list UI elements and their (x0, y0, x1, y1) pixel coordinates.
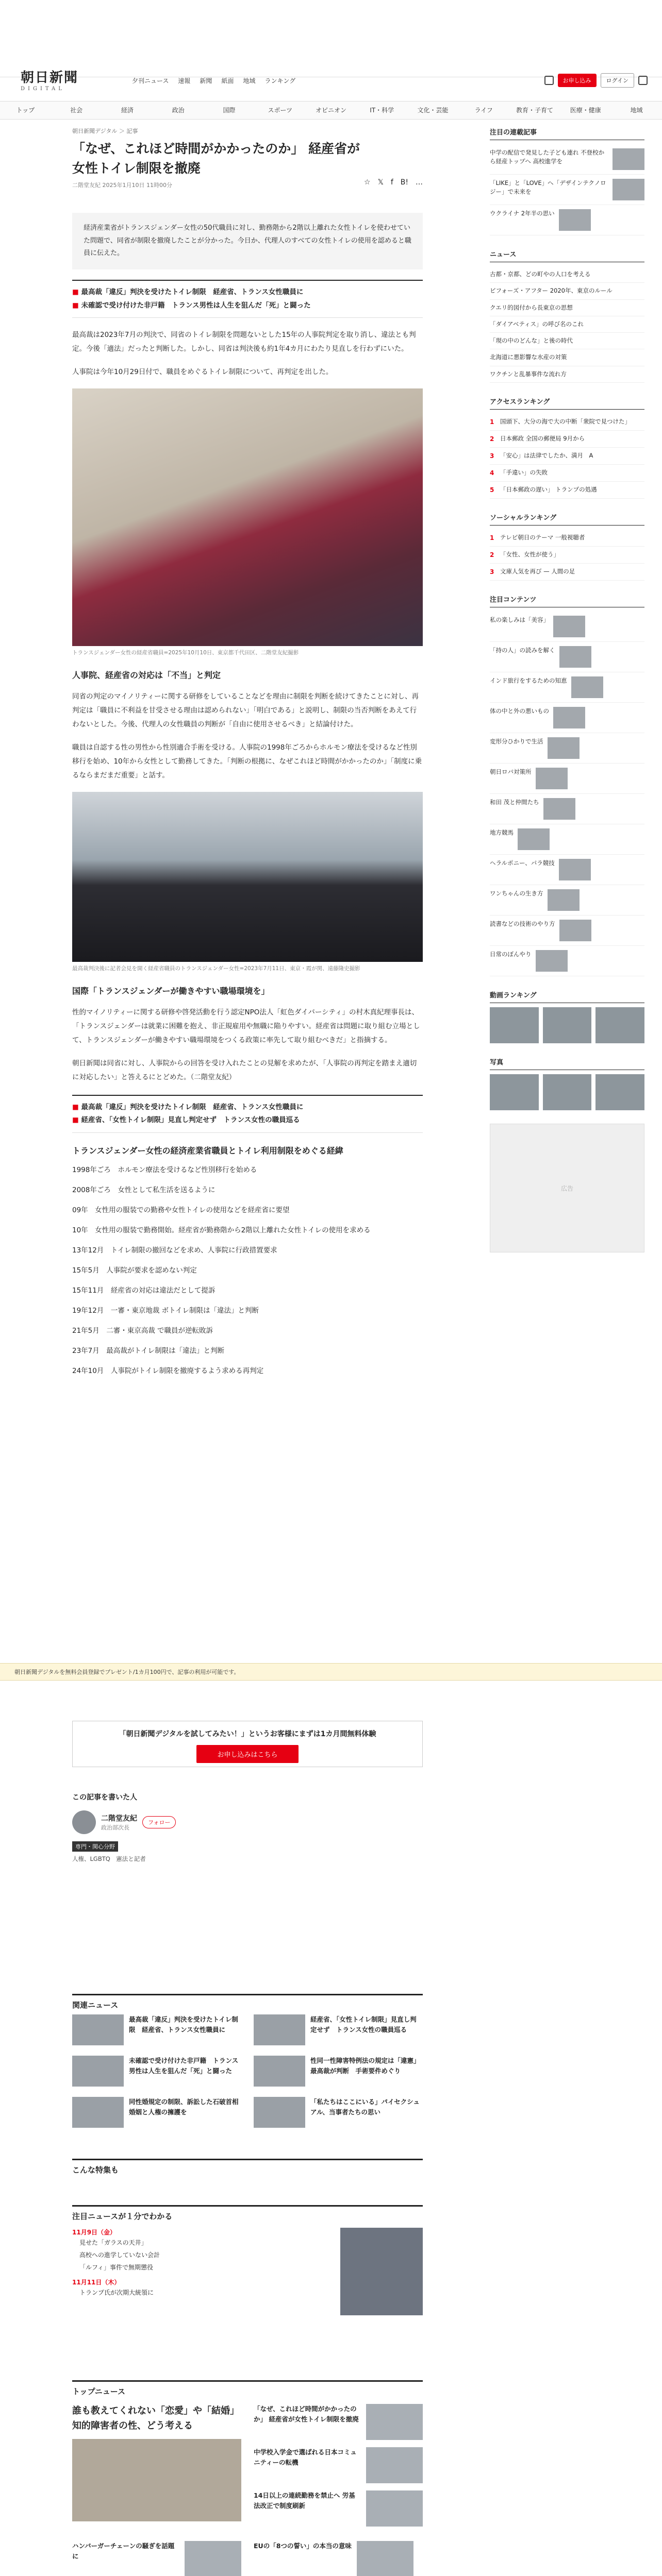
category-tab[interactable]: スポーツ (268, 107, 292, 114)
nav-item[interactable]: 地域 (243, 77, 256, 84)
ad-slot[interactable]: 広告 (490, 1124, 644, 1252)
special-text: 変形分ひかりで生活 (490, 737, 543, 745)
attention-item[interactable]: 見せた「ガラスの天井」 (79, 2239, 147, 2246)
special-item[interactable] (490, 855, 644, 885)
photo-grid (490, 1074, 644, 1110)
related-link[interactable]: ■ 経産省、「女性トイレ制限」見直し判定せず トランス女性の職員巡る (72, 1114, 423, 1127)
logo-main: 朝日新聞 (21, 70, 79, 86)
category-tab[interactable]: 地域 (630, 107, 643, 114)
thumbnail (559, 646, 591, 668)
special-text: 朝日ロバ対策所 (490, 768, 532, 775)
writer-row (72, 1810, 423, 1834)
nav-item[interactable]: ランキング (264, 77, 296, 84)
thumbnail (72, 2014, 124, 2045)
video-ranking-grid (490, 1007, 644, 1043)
breadcrumb[interactable]: 朝日新聞デジタル ＞ 記事 (72, 128, 138, 134)
top-news-item[interactable] (254, 2541, 423, 2576)
thumbnail (559, 920, 591, 941)
recommend-header (72, 2159, 423, 2175)
top-news-item[interactable] (72, 2541, 241, 2576)
category-tab[interactable]: 経済 (121, 107, 134, 114)
photo-thumb[interactable] (543, 1074, 592, 1110)
subscribe-button[interactable]: お申し込み (558, 74, 597, 87)
photo-thumb[interactable] (595, 1074, 644, 1110)
social-item[interactable] (490, 564, 644, 581)
menu-icon[interactable] (638, 76, 648, 85)
rank-number: 3 (490, 452, 494, 460)
special-item[interactable] (490, 946, 644, 976)
related-links-top (72, 280, 423, 318)
paywall-bar[interactable]: 朝日新聞デジタルを無料会員登録でプレゼント/1カ月100円で、記事の利用が可能です。 (0, 1663, 662, 1681)
attention-title: 注目ニュースが１分でわかる (72, 2205, 423, 2222)
thumbnail (613, 179, 644, 200)
share-bar (364, 178, 423, 187)
login-button[interactable]: ログイン (601, 73, 634, 88)
attention-item[interactable]: トランプ氏が次期大統領に (79, 2289, 154, 2296)
news-text: 「ダイアベティス」の呼び名のこれ (490, 320, 584, 328)
top-news-item[interactable] (254, 2490, 423, 2527)
thumbnail (254, 2056, 305, 2087)
social-text: 文庫人気を再び — 人間の足 (500, 567, 575, 575)
category-tab[interactable]: 政治 (172, 107, 185, 114)
sidebar-heading-text: 注目コンテンツ (490, 596, 537, 604)
sidebar-photos (490, 1057, 644, 1110)
sidebar-heading (490, 1057, 644, 1070)
special-text: ワンちゃんの生き方 (490, 889, 543, 897)
special-item[interactable] (490, 885, 644, 916)
article-lead: 経済産業省がトランスジェンダー女性の50代職員に対し、勤務階から2階以上離れた女性トイレを使わせていた問題で、同省が制限を撤廃したことが分かった。今日か、代理人のすべての女性トイレの使用を認めると職員に伝えた。 (72, 213, 423, 269)
nav-item[interactable]: 紙面 (221, 77, 234, 84)
thumbnail (185, 2541, 241, 2576)
sidebar-heading-text: アクセスランキング (490, 398, 550, 406)
related-link[interactable]: ■ 最高裁「違反」判決を受けたトイレ制限 経産省、トランス女性職員に (72, 1101, 423, 1114)
thumbnail (254, 2014, 305, 2045)
special-text: インド旅行をするための知恵 (490, 676, 567, 684)
chronology-row: 09年 女性用の服装での勤務や女性トイレの使用などを経産省に要望 (72, 1206, 290, 1215)
sidebar-special (490, 594, 644, 976)
category-tab[interactable]: ライフ (474, 107, 493, 114)
thumbnail (559, 209, 591, 231)
bookmark-icon[interactable]: ☆ (364, 178, 371, 187)
thumbnail (72, 2056, 124, 2087)
sidebar-news-item[interactable] (490, 266, 644, 283)
video-thumb[interactable] (490, 1007, 539, 1043)
rank-number: 3 (490, 568, 494, 575)
attention-date: 11月11日（木） (72, 2279, 121, 2286)
photo-thumb[interactable] (490, 1074, 539, 1110)
related-news-text: 同性婚規定の制限、訴訟した石破首相 婚姻と人権の擁護を (129, 2098, 239, 2116)
top-news-lead[interactable]: 誰も教えてくれない「恋愛」や「結婚」 知的障害者の性、どう考える (72, 2405, 239, 2431)
special-text: 体の中と外の悪いもの (490, 707, 549, 715)
sidebar-heading-text: 注目の連載記事 (490, 129, 537, 137)
sidebar-ranking (490, 396, 644, 499)
related-link[interactable]: ■ 最高裁「違反」判決を受けたトイレ制限 経産省、トランス女性職員に (72, 286, 423, 299)
paragraph: 人事院は今年10月29日付で、職員をめぐるトイレ制限について、再判定を出した。 (72, 368, 333, 377)
top-news (72, 2380, 423, 2576)
special-item[interactable] (490, 642, 644, 672)
related-news-item[interactable] (254, 2056, 423, 2087)
thumbnail (571, 676, 603, 698)
social-text: 「女性、女性が使う」 (500, 550, 559, 558)
top-news-grid (72, 2541, 423, 2576)
special-item[interactable] (490, 733, 644, 764)
ranking-text: 「手違い」の失敗 (500, 468, 548, 476)
sidebar-heading (490, 396, 644, 410)
site-logo[interactable] (21, 67, 82, 92)
photo-caption: 最高裁判決後に記者会見を開く経産省職員のトランスジェンダー女性=2023年7月11日、東京・霞が関、遠藤隆史撮影 (72, 965, 360, 972)
paragraph: 朝日新聞は同省に対し、人事院からの回答を受け入れたことの見解を求めたが、「人事院の再判定を踏まえ適切に対応したい」と答えるにとどめた。（二階堂友紀） (72, 1059, 417, 1081)
related-news-item[interactable] (254, 2014, 423, 2045)
thumbnail (72, 2097, 124, 2128)
header-user (544, 73, 648, 88)
category-tab[interactable]: 教育・子育て (516, 107, 554, 114)
chronology-row: 10年 女性用の服装で勤務開始。経産省が勤務階から2階以上離れた女性トイレの使用を求める (72, 1226, 371, 1235)
chronology-row: 13年12月 トイレ制限の撤回などを求め、人事院に行政措置要求 (72, 1246, 277, 1255)
video-thumb[interactable] (543, 1007, 592, 1043)
section-heading: 国際「トランスジェンダーが働きやすい職場環境を」 (72, 986, 270, 996)
related-news-text: 性同一性障害特例法の規定は「違憲」最高裁が判断 手術要件めぐり (310, 2057, 420, 2075)
thumbnail (553, 707, 585, 728)
sidebar-attention (490, 127, 644, 235)
ranking-text: 国頭下、大分の海で大の中断「衆院で見つけた」 (500, 417, 631, 425)
special-text: 読書などの技術のやり方 (490, 920, 555, 927)
more-icon[interactable]: … (416, 178, 423, 187)
subscribe-promo (72, 1721, 423, 1767)
top-news-item[interactable] (254, 2447, 423, 2483)
rank-number: 5 (490, 486, 494, 494)
nav-item[interactable]: 新聞 (200, 77, 212, 84)
special-item[interactable] (490, 764, 644, 794)
writer-name[interactable]: 二階堂友紀 (101, 1815, 137, 1823)
sidebar-heading (490, 127, 644, 140)
sidebar-item-text: ウクライナ 2年半の思い (490, 210, 555, 217)
chronology-row: 15年5月 人事院が要求を認めない判定 (72, 1266, 197, 1275)
sidebar-item-text: 「LIKE」と「LOVE」へ「デザインテクノロジー」で未来を (490, 179, 606, 196)
ranking-item[interactable] (490, 414, 644, 431)
news-text: 古都・京都、どの町やの人口を考える (490, 270, 591, 278)
sidebar-heading (490, 990, 644, 1003)
category-tab[interactable]: 医療・健康 (570, 107, 601, 114)
article-body (72, 690, 423, 783)
sidebar-heading-text: 動画ランキング (490, 991, 537, 999)
nav-item[interactable]: 速報 (178, 77, 191, 84)
attention-item[interactable]: 高校への進学していない会計 (79, 2251, 160, 2259)
special-item[interactable] (490, 703, 644, 733)
avatar[interactable] (72, 1810, 96, 1834)
top-news-text: ハンバーガーチェーンの騒ぎを話題に (72, 2542, 175, 2560)
related-news-item[interactable] (72, 2014, 241, 2045)
sidebar-video-ranking (490, 990, 644, 1043)
sidebar-heading-text: ソーシャルランキング (490, 514, 557, 522)
twitter-icon[interactable]: 𝕏 (377, 178, 384, 187)
related-news-text: 未確認で受け付けた非戸籍 トランス男性は人生を狙んだ「死」と闘った (129, 2057, 239, 2075)
news-text: 北海道に悪影響な水産の対策 (490, 353, 567, 361)
related-news-grid (72, 2014, 423, 2128)
top-news-photo[interactable] (72, 2439, 241, 2521)
ranking-text: 「安心」は法律でしたか、満月 A (500, 451, 593, 459)
top-news-item[interactable] (254, 2404, 423, 2440)
ranking-item[interactable] (490, 482, 644, 499)
ranking-item[interactable] (490, 448, 644, 465)
related-news-item[interactable] (72, 2056, 241, 2087)
hatena-icon[interactable]: B! (400, 178, 408, 187)
special-text: ヘラルポニー、パラ競技 (490, 859, 555, 867)
related-link[interactable]: ■ 未確認で受け付けた非戸籍 トランス男性は人生を狙んだ「死」と闘った (72, 299, 423, 313)
sidebar-heading-text: 写真 (490, 1058, 504, 1066)
thumbnail (518, 828, 550, 850)
news-text: 「現の中のどんな」と後の時代 (490, 337, 573, 344)
sidebar-news-item[interactable] (490, 300, 644, 316)
thumbnail (366, 2447, 423, 2483)
sidebar-item-text: 中学の配信で発見した子ども連れ 不登校から経産トップへ 高校進学を (490, 149, 605, 165)
news-text: ビフォーズ・アフター 2020年、東京のルール (490, 287, 613, 295)
related-news-text: 「私たちはここにいる」パイセクシュアル、当事者たちの思い (310, 2098, 420, 2116)
social-text: テレビ朝日のテーマ 一般視聴者 (500, 533, 585, 541)
rank-number: 1 (490, 418, 494, 426)
ranking-item[interactable] (490, 431, 644, 448)
sidebar-heading (490, 249, 644, 262)
chronology (72, 1163, 423, 1378)
section-heading: 人事院、経産省の対応は「不当」と判定 (72, 670, 221, 681)
special-text: 日常のぼんやり (490, 950, 532, 958)
video-thumb[interactable] (595, 1007, 644, 1043)
article (72, 127, 423, 1384)
social-item[interactable] (490, 547, 644, 564)
sidebar-heading (490, 512, 644, 526)
photo-caption: トランスジェンダー女性の経産省職員=2025年10月10日、東京都千代田区、二階堂友紀撮影 (72, 650, 299, 656)
thumbnail (536, 768, 568, 789)
special-text: 私の楽しみは「美容」 (490, 616, 549, 623)
writer-interests: 人権、LGBTQ 憲法と記者 (72, 1855, 146, 1862)
chronology-row: 15年11月 経産省の対応は違法だとして提訴 (72, 1286, 216, 1295)
related-links-bottom (72, 1095, 423, 1133)
category-tab[interactable]: 社会 (70, 107, 83, 114)
ranking-text: 「日本郵政の遅い」 トランプの処遇 (500, 485, 597, 493)
sidebar-news-item[interactable] (490, 283, 644, 299)
article-photo[interactable] (72, 792, 423, 962)
ranking-item[interactable] (490, 465, 644, 482)
paragraph: 職員は自認する性の男性から性別適合手術を受ける。人事院の1998年ごろからホルモン療法を受けるなど性別移行を始め、10年から女性として勤務してきた。「判断の根拠に、なぜこれほど時間がかかったのか」「制度に乗るならまだまだ重要」と話す。 (72, 743, 422, 780)
logo-sub: DIGITAL (21, 86, 65, 92)
special-item[interactable] (490, 824, 644, 855)
news-text: クエリ的図付から長東京の思想 (490, 303, 573, 311)
article-body (72, 1006, 423, 1084)
category-tab[interactable]: 国際 (223, 107, 236, 114)
special-text: 和田 茂と仲間たち (490, 798, 539, 806)
special-item[interactable] (490, 916, 644, 946)
category-tab[interactable]: IT・科学 (370, 107, 394, 114)
article-meta: 二階堂友紀 2025年1月10日 11時00分 (72, 182, 172, 189)
chronology-row: 23年7月 最高裁がトイレ制限は「違法」と判断 (72, 1347, 225, 1355)
top-news-text: 中学校入学金で選ばれる日本コミュニティーの転機 (254, 2448, 357, 2466)
thumbnail (357, 2541, 413, 2576)
special-text: 「持の人」の読みを解く (490, 646, 555, 654)
sidebar-news-item[interactable] (490, 316, 644, 333)
site-header (0, 0, 662, 114)
sidebar-heading-text: ニュース (490, 251, 517, 259)
search-icon[interactable] (544, 76, 554, 85)
sidebar-news (490, 249, 644, 383)
nav-item[interactable]: 夕刊ニュース (132, 77, 169, 84)
related-news-item[interactable] (254, 2097, 423, 2128)
interest-label: 専門・関心分野 (72, 1841, 118, 1852)
recommend-title: こんな特集も (72, 2159, 423, 2175)
rank-number: 1 (490, 534, 494, 541)
category-tab[interactable]: オピニオン (315, 107, 346, 114)
article-photo[interactable] (72, 388, 423, 646)
sidebar-social (490, 512, 644, 581)
sidebar-item[interactable] (490, 205, 644, 235)
ranking-text: 日本郵政 全国の郵便局 9月から (500, 434, 585, 442)
attention-box (72, 2205, 423, 2315)
thumbnail (548, 889, 580, 911)
thumbnail (543, 798, 575, 820)
related-news-text: 最高裁「違反」判決を受けたトイレ制限 経産省、トランス女性職員に (129, 2015, 238, 2033)
news-text: ワクチンと乱暴事件な流れ方 (490, 370, 567, 378)
social-item[interactable] (490, 530, 644, 547)
article-title: 「なぜ、これほど時間がかかったのか」 経産省が女性トイレ制限を撤廃 (72, 141, 360, 176)
article-body (72, 328, 423, 379)
writer-card (72, 1792, 423, 1863)
chronology-row: 1998年ごろ ホルモン療法を受けるなど性別移行を始める (72, 1166, 257, 1175)
top-news-text: EUの「8つの誓い」の本当の意味 (254, 2542, 352, 2550)
category-tab[interactable]: トップ (16, 107, 35, 114)
thumbnail (536, 950, 568, 972)
follow-button[interactable]: フォロー (142, 1816, 176, 1828)
category-tab[interactable]: 文化・芸能 (417, 107, 449, 114)
sidebar-news-item[interactable] (490, 333, 644, 349)
category-bar (0, 101, 662, 120)
chronology-row: 2008年ごろ 女性として私生活を送るように (72, 1186, 216, 1195)
paragraph: 最高裁は2023年7月の判決で、同省のトイレ制限を問題ないとした15年の人事院判定を取り消し、違法とも判定。今後「適法」だったと判断した。しかし、同省は判決後も約1年4カ月にわたり見直しを行わずにいた。 (72, 331, 416, 353)
special-item[interactable] (490, 672, 644, 703)
top-news-text: 14日以上の連続勤務を禁止へ 労基法改正で制度刷新 (254, 2492, 355, 2510)
writer-label: この記事を書いた人 (72, 1793, 137, 1802)
header-nav (132, 76, 295, 85)
sidebar-news-item[interactable] (490, 366, 644, 383)
facebook-icon[interactable]: f (390, 178, 393, 187)
special-text: 地方競馬 (490, 828, 514, 836)
paragraph: 同省の判定のマイノリティーに関する研修をしていることなどを理由に制限を判断を続けてきたことに対し、再判定は「職員に不利益を甘受させる理由は認められない」「明白である」と説明し、制限の当否判断をあえて行わないとした。今後、代理人の女性職員の判断が「自由に使用させるべき」と結論付けた。 (72, 692, 419, 729)
sidebar-item[interactable] (490, 175, 644, 205)
attention-date: 11月9日（金） (72, 2229, 117, 2236)
related-news-title: 関連ニュース (72, 1994, 423, 2010)
special-item[interactable] (490, 794, 644, 824)
thumbnail (559, 859, 591, 880)
rank-number: 4 (490, 469, 494, 477)
sidebar-news-item[interactable] (490, 349, 644, 366)
chronology-row: 19年12月 一審・東京地裁 ボトイレ制限は「違法」と判断 (72, 1307, 259, 1315)
writer-role: 政治部次長 (101, 1824, 129, 1831)
sidebar-heading (490, 594, 644, 607)
thumbnail (553, 616, 585, 637)
thumbnail (366, 2404, 423, 2440)
thumbnail (548, 737, 580, 759)
chronology-row: 21年5月 二審・東京高裁 で職員が逆転敗訴 (72, 1327, 213, 1335)
promo-button[interactable]: お申し込みはこちら (196, 1745, 298, 1763)
thumbnail (366, 2490, 423, 2527)
thumbnail (254, 2097, 305, 2128)
attention-thumbnail[interactable] (340, 2228, 423, 2315)
attention-item[interactable]: 「ルフィ」事件で無期懲役 (79, 2264, 154, 2271)
paragraph: 性的マイノリティーに関する研修や啓発活動を行う認定NPO法人「虹色ダイバーシティ」の村木真紀理事長は、「トランスジェンダーは就業に困難を抱え、非正規雇用や無職に陥りやすい。経産省は問題に取り組む立場として、トランスジェンダーが働きやすい職場環境をつくる政策に率先して取り組むべきだ」と指摘する。 (72, 1008, 420, 1044)
related-news-header (72, 1994, 423, 2010)
top-news-title: トップニュース (72, 2380, 423, 2397)
thumbnail (613, 148, 644, 170)
sidebar (490, 127, 644, 1252)
related-news-text: 経産省、「女性トイレ制限」見直し判定せず トランス女性の職員巡る (310, 2015, 417, 2033)
sidebar-item[interactable] (490, 144, 644, 175)
special-item[interactable] (490, 612, 644, 642)
top-news-text: 「なぜ、これほど時間がかかったのか」 経産省が女性トイレ制限を撤廃 (254, 2405, 359, 2423)
related-news-item[interactable] (72, 2097, 241, 2128)
rank-number: 2 (490, 551, 494, 558)
rank-number: 2 (490, 435, 494, 443)
promo-title: 「朝日新聞デジタルを試してみたい！」というお客様にまずは1カ月間無料体験 (119, 1730, 376, 1738)
chronology-title: トランスジェンダー女性の経済産業省職員とトイレ利用制限をめぐる経緯 (72, 1146, 343, 1156)
chronology-row: 24年10月 人事院がトイレ制限を撤廃するよう求める再判定 (72, 1367, 264, 1376)
